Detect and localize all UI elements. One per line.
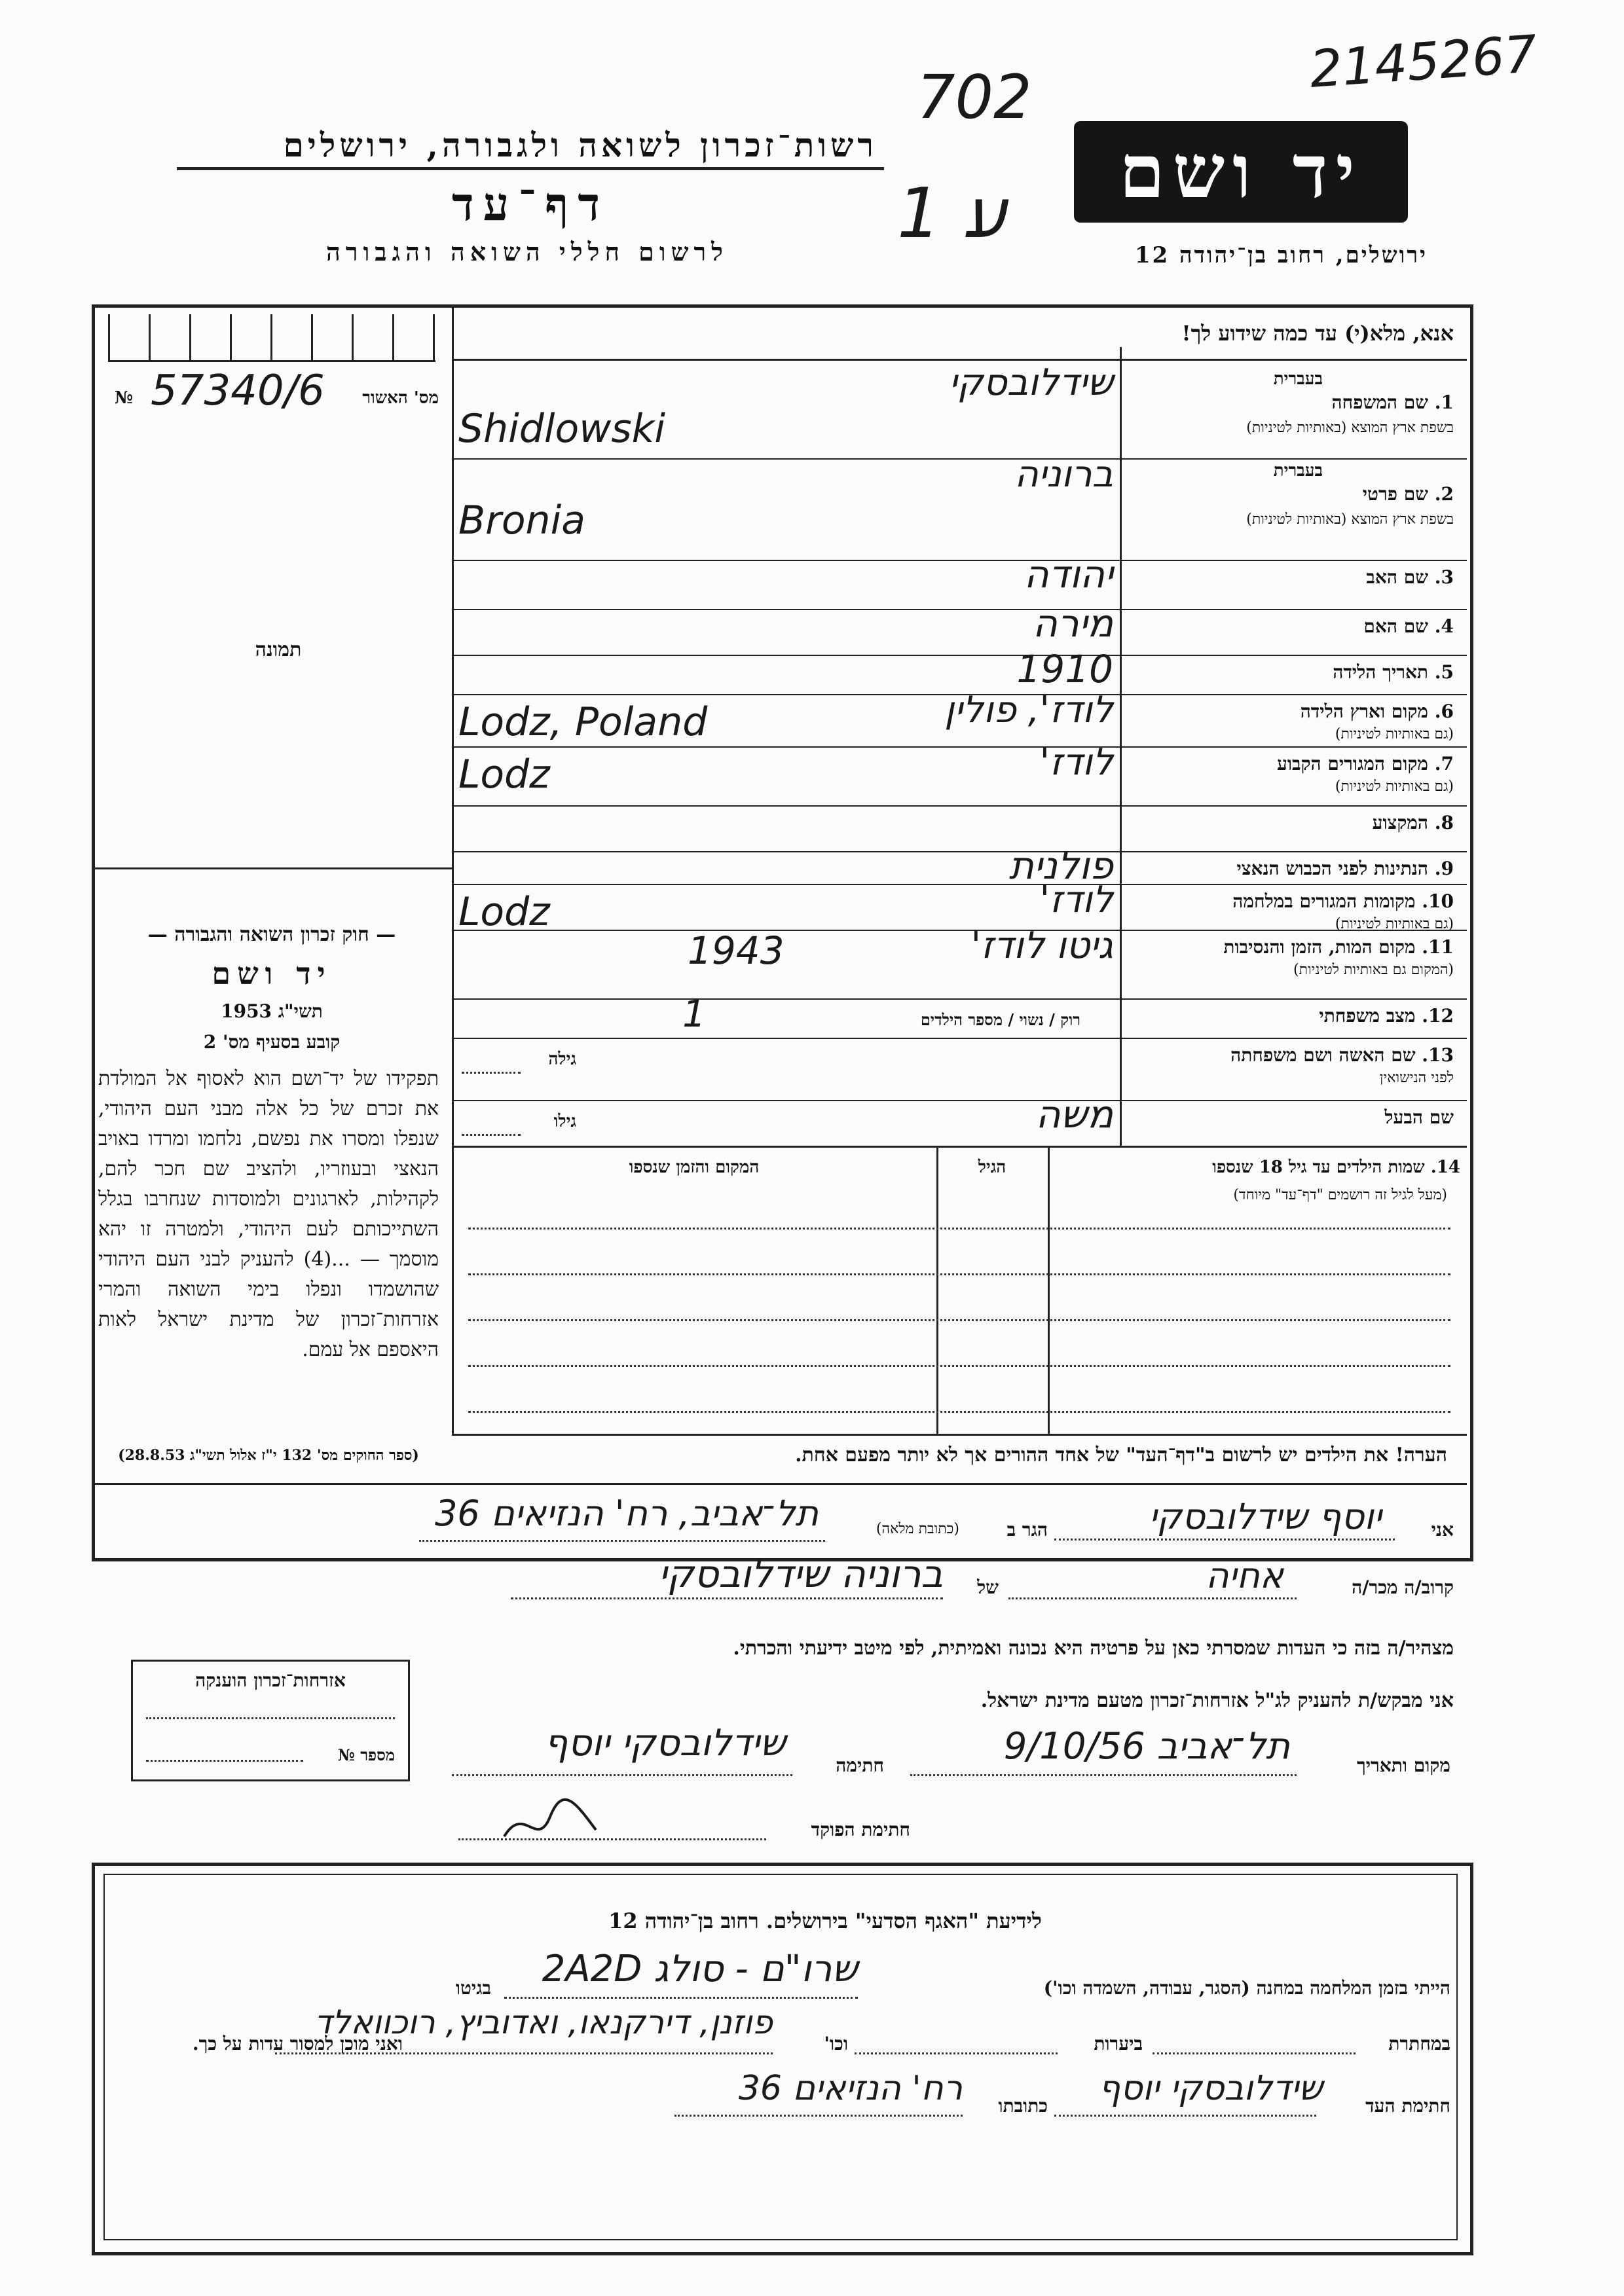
decl-residing: הגר ב xyxy=(1006,1519,1048,1540)
row-label-8 xyxy=(1126,812,1454,834)
form-title: דף־עד xyxy=(451,177,609,231)
row-label-text: שם המשפחה xyxy=(1331,392,1429,413)
decl-of: של xyxy=(977,1576,999,1598)
corner-number: 2145267 xyxy=(1308,24,1540,100)
witness-address-label: כתובתו xyxy=(998,2095,1048,2117)
row-label-12 xyxy=(1126,1005,1454,1027)
decl-address: תל־אביב, רח' הנזיאים 36 xyxy=(435,1493,819,1534)
value-field: מירה xyxy=(1033,601,1113,646)
etc-label: וכו' xyxy=(824,2033,848,2054)
value-field: יהודה xyxy=(1024,552,1113,596)
row-label-text: שם האב xyxy=(1366,566,1429,588)
row-label-14 xyxy=(1126,1106,1454,1129)
info-places: פוזנן, דירקנאו, ואדוביץ, רוכוואלד xyxy=(314,2003,773,2041)
value-hebrew: לודז' xyxy=(1039,879,1113,921)
form-intro: אנא, מלא(י) עד כמה שידוע לך! xyxy=(1181,321,1454,346)
authority-name: רשות־זכרון לשואה ולגבורה, ירושלים xyxy=(283,126,877,164)
row-label-4 xyxy=(1126,615,1454,638)
value-hebrew: שידלובסקי xyxy=(949,361,1113,404)
witness-sig-label: חתימת העד xyxy=(1365,2095,1450,2117)
row-label-text: תאריך הלידה xyxy=(1333,661,1429,683)
row-label-text: שם האם xyxy=(1363,615,1429,637)
info-camp: שרו"ם - סולג 2A2D xyxy=(542,1948,858,1990)
citizenship-box-number: מספר № xyxy=(337,1745,395,1764)
value-latin: Lodz, Poland xyxy=(458,699,708,745)
row-sublabel: לפני הנישואין xyxy=(1379,1070,1454,1086)
row-number: 12. xyxy=(1415,1005,1454,1027)
approval-grid xyxy=(108,314,435,362)
decl-of-name: ברוניה שידלובסקי xyxy=(658,1552,943,1596)
row-label-9 xyxy=(1126,858,1454,880)
row-number: 11. xyxy=(1415,936,1454,958)
citizenship-box xyxy=(131,1660,410,1781)
header-rule xyxy=(177,167,884,170)
row-number: 10. xyxy=(1415,890,1454,912)
citizenship-box-number-label: מספר xyxy=(360,1745,395,1764)
signature-scrawl xyxy=(498,1797,602,1850)
age-label: גילה xyxy=(548,1049,576,1069)
row-label-text: שם האשה ושם משפחתה xyxy=(1230,1044,1416,1066)
handwritten-mark: 1 ﬠ xyxy=(897,173,1006,253)
law-title: — חוק זכרון השואה והגבורה — xyxy=(147,923,396,946)
row-sublabel: (המקום גם באותיות לטיניות) xyxy=(1293,962,1454,978)
handwritten-number: 702 xyxy=(917,62,1032,132)
col-place: המקום והזמן שנספו xyxy=(629,1157,760,1177)
info-line1-prefix: הייתי בזמן המלחמה במחנה (הסגר, עבודה, השמדה וכו') xyxy=(1043,1977,1450,1999)
row-label-5 xyxy=(1126,661,1454,683)
age-label: גילו xyxy=(553,1112,576,1131)
ghetto-label: בגיטו xyxy=(455,1977,491,1999)
row-label-1 xyxy=(1126,392,1454,414)
row-label-text: מקומות המגורים במלחמה xyxy=(1232,890,1416,912)
row-label-text: שם פרטי xyxy=(1362,483,1429,505)
row-number: 3. xyxy=(1428,566,1454,588)
row-number: 8. xyxy=(1428,812,1454,833)
note-text: הערה! את הילדים יש לרשום ב"דף־העד" של אחד ההורים אך לא יותר מפעם אחת. xyxy=(795,1444,1447,1467)
children-title: שמות הילדים עד גיל 18 שנספו xyxy=(1212,1157,1425,1177)
row-label-text: מקום המות, הזמן והנסיבות xyxy=(1223,936,1416,958)
approval-number: 57340/6 xyxy=(151,367,325,415)
row-number: 4. xyxy=(1428,615,1454,637)
law-text: תפקידו של יד־ושם הוא לאסוף אל המולדת את זכרם של כל אלה מבני העם היהודי, שנפלו ומסרו את נפשם, נלחמו ומרדו באויב הנאצי ובעוזריו, ולהציב שם חכר להם, לקהילות, לארגונים ולמוסדות שנחרבו בגלל השתייכותם לעם היהודי, ולמטרה זו יהא מוסמך — ...(4) להעניק לבני העם היהודי שהושמדו ונפלו בימי השואה והמרי אזרחות־זכרון של מדינת ישראל לאות היאספם אל עמם. xyxy=(98,1067,439,1361)
logo-text: יד ושם xyxy=(1118,129,1363,215)
value-latin: Lodz xyxy=(458,752,550,797)
photo-label: תמונה xyxy=(255,638,302,661)
law-section: קובע בסעיף מס' 2 xyxy=(203,1031,341,1053)
signature-label: חתימה xyxy=(836,1755,884,1776)
marital-options: רוק / נשוי / מספר הילדים xyxy=(920,1010,1080,1029)
row-label-13 xyxy=(1126,1044,1454,1066)
row-label-11 xyxy=(1126,936,1454,958)
row-number: 1. xyxy=(1428,392,1454,413)
row-sublabel: בשפת ארץ המוצא (באותיות לטיניות) xyxy=(1246,511,1454,528)
row-label-10 xyxy=(1126,890,1454,913)
value-latin: Bronia xyxy=(458,498,586,543)
col-age: הגיל xyxy=(978,1157,1006,1177)
witness-address: רח' הנזיאים 36 xyxy=(738,2069,963,2108)
decl-relation: אחיה xyxy=(1206,1555,1283,1596)
row-number: 6. xyxy=(1428,701,1454,722)
row-label-6 xyxy=(1126,701,1454,723)
decl-statement: מצהיר/ה בזה כי העדות שמסרתי כאן על פרטיה היא נכונה ואמיתית, לפי מיטב ידיעתי והכרתי. xyxy=(733,1637,1454,1660)
row-sublabel: (גם באותיות לטיניות) xyxy=(1335,916,1454,932)
law-reference: (ספר החוקים מס' 132 י"ז אלול תשי"ג 28.8.53) xyxy=(118,1447,419,1464)
row-number: 9. xyxy=(1428,858,1454,879)
place-date-label: מקום ותאריך xyxy=(1356,1755,1450,1776)
row-label-text: מקום וארץ הלידה xyxy=(1300,701,1429,722)
value-children-count: 1 xyxy=(682,993,706,1036)
citizenship-box-title: אזרחות־זכרון הוענקה xyxy=(195,1669,346,1691)
children-num: 14. xyxy=(1430,1157,1460,1177)
header-address: ירושלים, רחוב בן־יהודה 12 xyxy=(1134,242,1428,268)
law-year: תשי"ג 1953 xyxy=(221,1000,323,1022)
row-label-text: מצב משפחתי xyxy=(1319,1005,1416,1027)
row-hebrew-tag: בעברית xyxy=(1273,461,1323,481)
row-label-2 xyxy=(1126,483,1454,505)
row-number: 2. xyxy=(1428,483,1454,505)
row-sublabel: (גם באותיות לטיניות) xyxy=(1335,726,1454,742)
row-label-text: מקום המגורים הקבוע xyxy=(1277,753,1429,774)
value-field: פולנית xyxy=(1008,843,1113,888)
value-latin: Shidlowski xyxy=(458,406,665,452)
row-hebrew-tag: בעברית xyxy=(1273,369,1323,389)
row-label-text: שם הבעל xyxy=(1384,1106,1454,1128)
value-hebrew: ברוניה xyxy=(1014,453,1113,496)
row-label-text: המקצוע xyxy=(1372,812,1429,833)
value-hebrew: לודז', פולין xyxy=(944,689,1113,731)
ready-label: ואני מוכן למסור עדות על כך. xyxy=(192,2033,403,2054)
value-hebrew: לודז' xyxy=(1039,741,1113,784)
row-label-7 xyxy=(1126,753,1454,775)
place-date: תל־אביב 9/10/56 xyxy=(1003,1725,1290,1768)
officer-label: חתימת הפוקד xyxy=(811,1819,910,1840)
value-latin: Lodz xyxy=(458,889,550,935)
row-label-3 xyxy=(1126,566,1454,589)
decl-request: אני מבקש/ת להעניק לג"ל אזרחות־זכרון מטעם מדינת ישראל. xyxy=(980,1689,1454,1712)
children-sub: (מעל לגיל זה רושמים "דף־עד" מיוחד) xyxy=(1233,1187,1447,1203)
yad-vashem-logo xyxy=(1074,121,1408,223)
row-sublabel: (גם באותיות לטיניות) xyxy=(1335,778,1454,795)
children-label xyxy=(1054,1157,1460,1177)
value-field: 1910 xyxy=(1016,647,1113,691)
witness-signature: שידלובסקי יוסף xyxy=(1098,2069,1323,2108)
decl-name: יוסף שידלובסקי xyxy=(1149,1496,1382,1537)
decl-i-label: אני xyxy=(1431,1519,1454,1540)
form-subtitle: לרשום חללי השואה והגבורה xyxy=(326,237,728,266)
row-label-text: הנתינות לפני הכבוש הנאצי xyxy=(1236,858,1429,879)
row-number: 13. xyxy=(1415,1044,1454,1066)
approval-no-mark: № xyxy=(115,388,134,408)
value-field: משה xyxy=(1035,1092,1113,1137)
underground-label: במחתרת xyxy=(1388,2033,1450,2054)
info-title: לידיעת "האגף הסדעי" בירושלים. רחוב בן־יהודה 12 xyxy=(608,1908,1042,1933)
row-number: 5. xyxy=(1428,661,1454,683)
signature: שידלובסקי יוסף xyxy=(544,1722,786,1764)
row-sublabel: בשפת ארץ המוצא (באותיות לטיניות) xyxy=(1246,420,1454,436)
partisans-label: ביערות xyxy=(1094,2033,1143,2054)
decl-relation-label: קרוב/ה מכר/ה xyxy=(1352,1576,1454,1598)
value-hebrew: גיטו לודז' xyxy=(970,924,1113,967)
value-year: 1943 xyxy=(688,928,784,973)
decl-address-label: (כתובת מלאה) xyxy=(876,1521,959,1537)
row-number: 7. xyxy=(1428,753,1454,774)
approval-label: מס' האשור xyxy=(362,388,439,408)
law-name: יד ושם xyxy=(212,956,332,991)
